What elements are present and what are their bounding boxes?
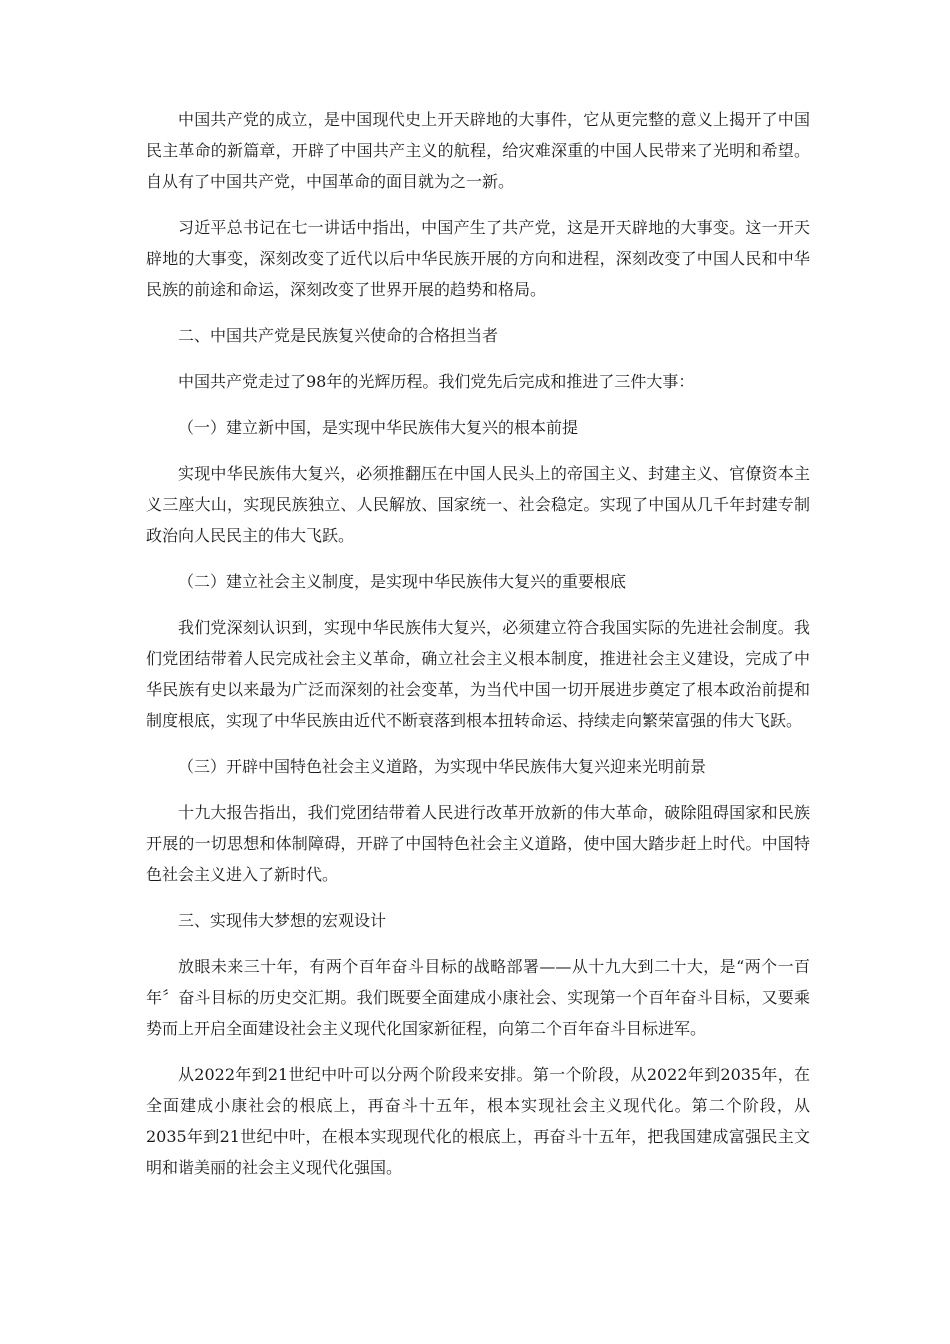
paragraph-socialist-system: 我们党深刻认识到，实现中华民族伟大复兴，必须建立符合我国实际的先进社会制度。我们党团结带着人民完成社会主义革命，确立社会主义根本制度，推进社会主义建设，完成了中华民族有史以来最为广泛而深刻的社会变革，为当代中国一切开展进步奠定了根本政治前提和制度根底，实现了中华民族由近代不断衰落到根本扭转命运、持续走向繁荣富强的伟大飞跃。 [146, 618, 810, 730]
subheading-3: （三）开辟中国特色社会主义道路，为实现中华民族伟大复兴迎来光明前景 [178, 757, 707, 776]
document-body [146, 104, 810, 1198]
paragraph-stages: 从2022年到21世纪中叶可以分两个阶段来安排。第一个阶段，从2022年到2035年，在全面建成小康社会的根底上，再奋斗十五年，根本实现社会主义现代化。第二个阶段，从2035年到21世纪中叶，在根本实现现代化的根底上，再奋斗十五年，把我国建成富强民主文明和谐美丽的社会主义现代化强国。 [146, 1065, 810, 1177]
section-heading-3: 三、实现伟大梦想的宏观设计 [178, 911, 387, 930]
paragraph-new-china: 实现中华民族伟大复兴，必须推翻压在中国人民头上的帝国主义、封建主义、官僚资本主义三座大山，实现民族独立、人民解放、国家统一、社会稳定。实现了中国从几千年封建专制政治向人民民主的伟大飞跃。 [146, 464, 810, 545]
paragraph-reform: 十九大报告指出，我们党团结带着人民进行改革开放新的伟大革命，破除阻碍国家和民族开展的一切思想和体制障碍，开辟了中国特色社会主义道路，使中国大踏步赶上时代。中国特色社会主义进入了新时代。 [146, 803, 810, 884]
section-heading-2: 二、中国共产党是民族复兴使命的合格担当者 [178, 326, 499, 345]
paragraph-history: 中国共产党走过了98年的光辉历程。我们党先后完成和推进了三件大事： [178, 372, 695, 391]
paragraph-strategy: 放眼未来三十年，有两个百年奋斗目标的战略部署——从十九大到二十大，是“两个一百年〞奋斗目标的历史交汇期。我们既要全面建成小康社会、实现第一个百年奋斗目标，又要乘势而上开启全面建设社会主义现代化国家新征程，向第二个百年奋斗目标进军。 [146, 957, 810, 1038]
subheading-1: （一）建立新中国，是实现中华民族伟大复兴的根本前提 [178, 418, 579, 437]
paragraph-founding: 中国共产党的成立，是中国现代史上开天辟地的大事件，它从更完整的意义上揭开了中国民主革命的新篇章，开辟了中国共产主义的航程，给灾难深重的中国人民带来了光明和希望。自从有了中国共产党，中国革命的面目就为之一新。 [146, 110, 810, 191]
paragraph-speech: 习近平总书记在七一讲话中指出，中国产生了共产党，这是开天辟地的大事变。这一开天辟地的大事变，深刻改变了近代以后中华民族开展的方向和进程，深刻改变了中国人民和中华民族的前途和命运，深刻改变了世界开展的趋势和格局。 [146, 218, 810, 299]
subheading-2: （二）建立社会主义制度，是实现中华民族伟大复兴的重要根底 [178, 572, 627, 591]
